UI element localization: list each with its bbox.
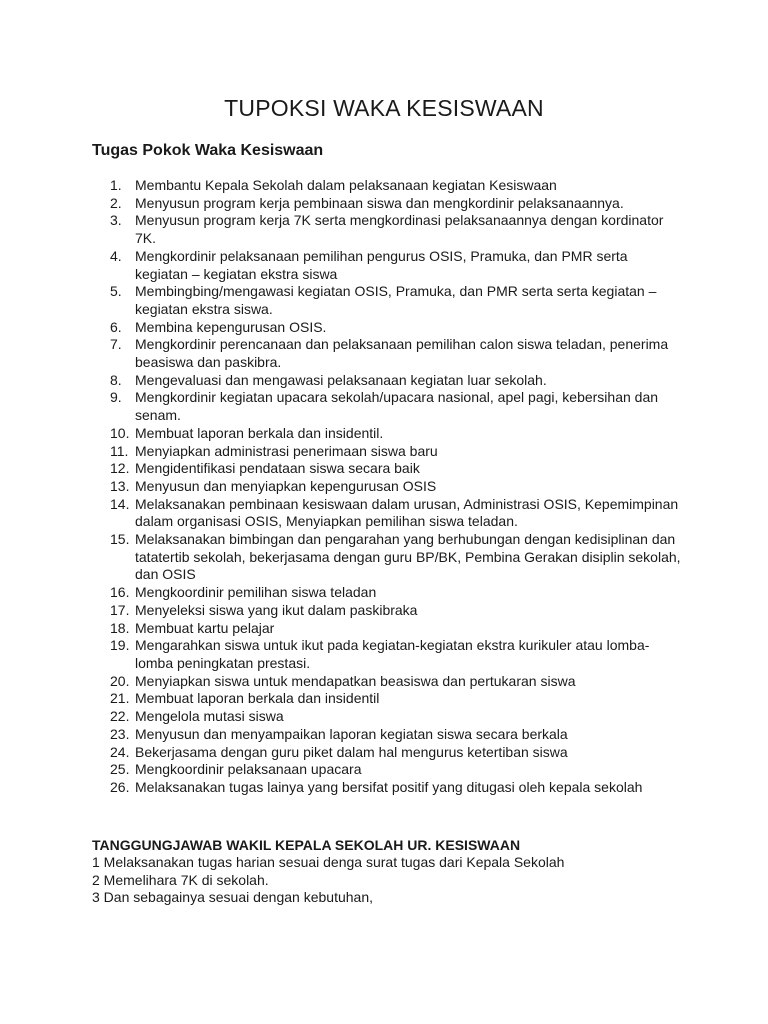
responsibility-item: 3 Dan sebagainya sesuai dengan kebutuhan, <box>92 889 373 905</box>
list-item <box>92 443 682 461</box>
task-list <box>92 177 682 797</box>
list-item-number: 9. <box>110 389 122 406</box>
list-item <box>92 195 682 213</box>
list-item <box>92 584 682 602</box>
list-item <box>92 673 682 691</box>
section-heading-tugas-pokok: Tugas Pokok Waka Kesiswaan <box>92 142 324 159</box>
list-item-number: 24. <box>110 743 130 760</box>
list-item-number: 8. <box>110 371 122 388</box>
list-item-number: 12. <box>110 460 130 477</box>
list-item-text: Menyusun program kerja pembinaan siswa dan mengkordinir pelaksanaannya. <box>135 194 624 211</box>
list-item-number: 17. <box>110 601 130 618</box>
list-item-text: Membuat laporan berkala dan insidentil <box>135 690 380 707</box>
list-item <box>92 212 682 247</box>
responsibility-list <box>92 854 692 907</box>
list-item-text: Menyusun dan menyiapkan kepengurusan OSIS <box>135 477 437 494</box>
list-item-number: 25. <box>110 761 130 778</box>
list-item <box>92 620 682 638</box>
list-item-text: Membantu Kepala Sekolah dalam pelaksanaan kegiatan Kesiswaan <box>135 177 557 193</box>
list-item <box>92 531 682 584</box>
list-item-text: Mengevaluasi dan mengawasi pelaksanaan kegiatan luar sekolah. <box>135 371 547 388</box>
list-item <box>92 496 682 531</box>
section-heading-tanggungjawab: TANGGUNGJAWAB WAKIL KEPALA SEKOLAH UR. KESISWAAN <box>92 837 521 853</box>
list-item-text: Mengkordinir pelaksanaan pemilihan pengurus OSIS, Pramuka, dan PMR serta kegiatan – kegiatan ekstra siswa <box>135 247 628 282</box>
list-item-text: Mengelola mutasi siswa <box>135 708 284 725</box>
list-item-text: Mengkordinir perencanaan dan pelaksanaan pemilihan calon siswa teladan, penerima beasiswa dan paskibra. <box>135 336 669 371</box>
responsibility-section <box>92 836 692 907</box>
list-item <box>92 761 682 779</box>
list-item-number: 2. <box>110 194 122 211</box>
list-item-text: Melaksanakan tugas lainya yang bersifat positif yang ditugasi oleh kepala sekolah <box>135 778 643 795</box>
responsibility-item: 1 Melaksanakan tugas harian sesuai denga surat tugas dari Kepala Sekolah <box>92 854 565 870</box>
list-item-number: 6. <box>110 318 122 335</box>
list-item-number: 3. <box>110 212 122 229</box>
list-item-number: 18. <box>110 619 130 636</box>
list-item <box>92 248 682 283</box>
list-item <box>92 779 682 797</box>
list-item-text: Membuat laporan berkala dan insidentil. <box>135 424 384 441</box>
list-item <box>92 319 682 337</box>
list-item-text: Menyiapkan administrasi penerimaan siswa baru <box>135 442 438 459</box>
list-item-number: 11. <box>110 442 129 459</box>
list-item-number: 1. <box>110 177 122 193</box>
list-item-number: 7. <box>110 336 122 353</box>
list-item <box>92 690 682 708</box>
list-item <box>92 478 682 496</box>
list-item <box>92 372 682 390</box>
list-item <box>92 744 682 762</box>
list-item <box>92 602 682 620</box>
list-item <box>92 708 682 726</box>
list-item-number: 19. <box>110 637 130 654</box>
list-item-text: Mengarahkan siswa untuk ikut pada kegiatan-kegiatan ekstra kurikuler atau lomba-lomba peningkatan prestasi. <box>135 637 650 671</box>
list-item-text: Melaksanakan pembinaan kesiswaan dalam urusan, Administrasi OSIS, Kepemimpinan dalam organisasi OSIS, Menyiapkan pemilihan siswa teladan. <box>135 495 679 530</box>
list-item-number: 5. <box>110 283 122 300</box>
list-item-text: Membina kepengurusan OSIS. <box>135 318 327 335</box>
list-item <box>92 283 682 318</box>
list-item <box>92 425 682 443</box>
document-title: TUPOKSI WAKA KESISWAAN <box>224 95 544 121</box>
list-item-text: Membuat kartu pelajar <box>135 619 275 636</box>
list-item-text: Mengkoordinir pelaksanaan upacara <box>135 761 362 778</box>
list-item-number: 13. <box>110 477 130 494</box>
list-item-number: 21. <box>110 690 130 707</box>
list-item-text: Bekerjasama dengan guru piket dalam hal mengurus ketertiban siswa <box>135 743 568 760</box>
list-item-number: 15. <box>110 531 130 548</box>
list-item-number: 20. <box>110 672 130 689</box>
list-item-number: 26. <box>110 778 130 795</box>
list-item <box>92 726 682 744</box>
list-item <box>92 336 682 371</box>
list-item-number: 22. <box>110 708 130 725</box>
list-item-text: Menyusun dan menyampaikan laporan kegiatan siswa secara berkala <box>135 725 568 742</box>
list-item-text: Mengkoordinir pemilihan siswa teladan <box>135 584 377 601</box>
list-item-text: Mengkordinir kegiatan upacara sekolah/upacara nasional, apel pagi, kebersihan dan senam. <box>135 389 659 424</box>
responsibility-item: 2 Memelihara 7K di sekolah. <box>92 871 269 888</box>
list-item-text: Menyeleksi siswa yang ikut dalam paskibraka <box>135 601 418 618</box>
list-item-number: 14. <box>110 495 130 512</box>
list-item <box>92 637 682 672</box>
list-item-number: 10. <box>110 424 130 441</box>
list-item <box>92 177 682 195</box>
list-item-text: Mengidentifikasi pendataan siswa secara baik <box>135 460 420 477</box>
list-item-number: 4. <box>110 247 122 264</box>
list-item <box>92 460 682 478</box>
list-item <box>92 389 682 424</box>
list-item-number: 23. <box>110 725 130 742</box>
list-item-text: Melaksanakan bimbingan dan pengarahan yang berhubungan dengan kedisiplinan dan tatatertib sekolah, bekerjasama dengan guru BP/BK, Pembina Gerakan disiplin sekolah, dan OSIS <box>135 531 681 583</box>
list-item-number: 16. <box>110 584 130 601</box>
list-item-text: Menyiapkan siswa untuk mendapatkan beasiswa dan pertukaran siswa <box>135 672 576 689</box>
list-item-text: Menyusun program kerja 7K serta mengkordinasi pelaksanaannya dengan kordinator 7K. <box>135 212 664 247</box>
list-item-text: Membingbing/mengawasi kegiatan OSIS, Pramuka, dan PMR serta serta kegiatan – kegiatan ekstra siswa. <box>135 283 657 317</box>
